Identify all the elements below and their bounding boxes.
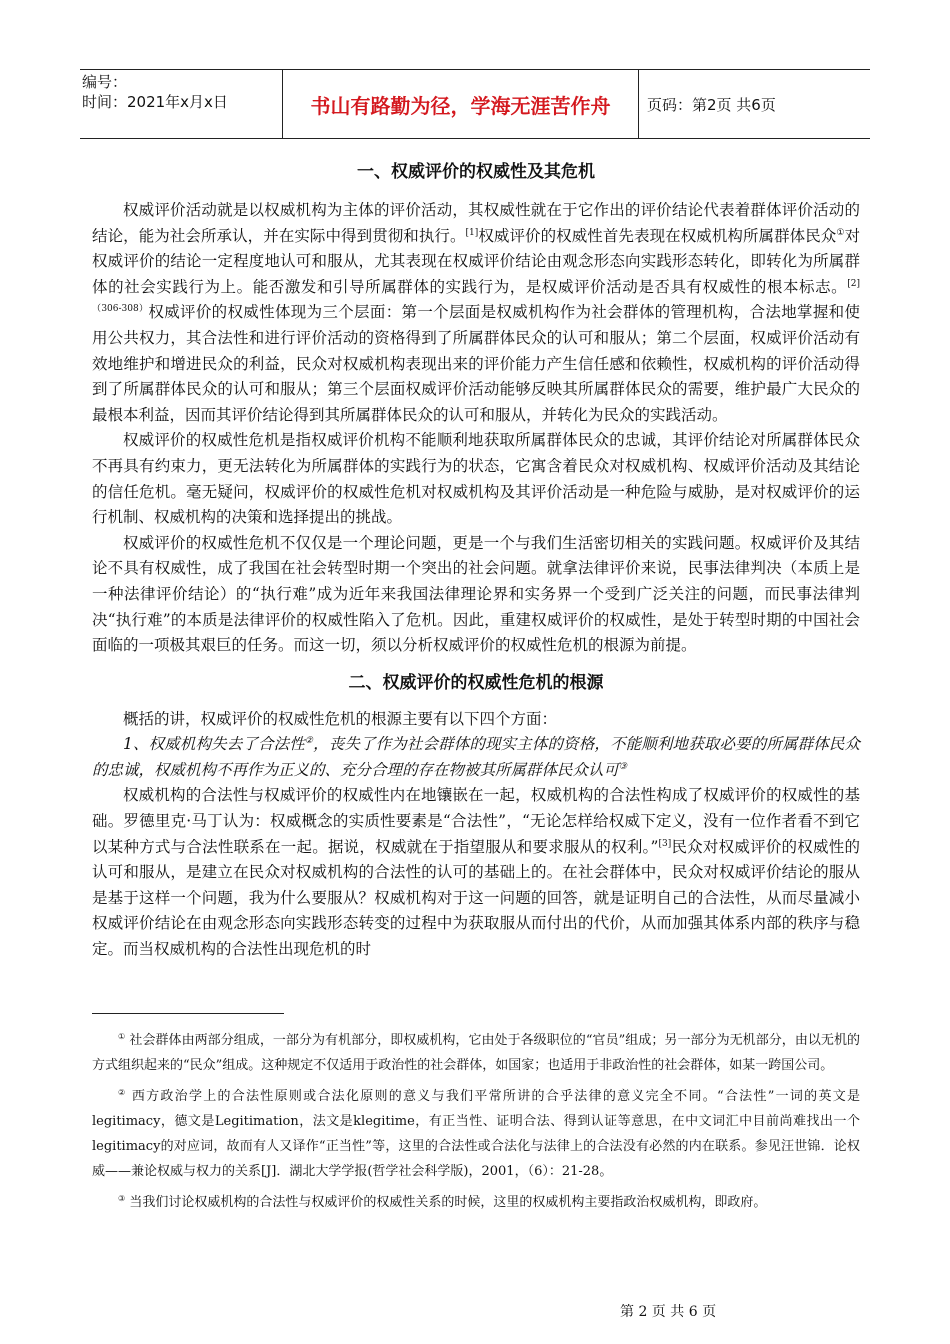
header-page-info: 页码：第2页 共6页 xyxy=(647,95,776,114)
s1-paragraph-3: 权威评价的权威性危机不仅仅是一个理论问题，更是一个与我们生活密切相关的实践问题。权威评价及其结论不具有权威性，成了我国在社会转型时期一个突出的社会问题。就拿法律评价来说，民事法律判决（本质上是一种法律评价结论）的“执行难”成为近年来我国法律理论界和实务界一个受到广泛关注的问题，而民事法律判决“执行难”的本质是法律评价的权威性陷入了危机。因此，重建权威评价的权威性，是处于转型时期的中国社会面临的一项极其艰巨的任务。而这一切，须以分析权威评价的权威性危机的根源为前提。 xyxy=(92,533,860,655)
page-header xyxy=(80,69,870,139)
time-label: 时间：2021年x月x日 xyxy=(82,93,228,111)
footnotes xyxy=(92,1028,860,1221)
main-content xyxy=(92,158,860,963)
section-2-title: 二、权威评价的权威性危机的根源 xyxy=(348,672,604,693)
footnote-2: ② 西方政治学上的合法性原则或合法化原则的意义与我们平常所讲的合乎法律的意义完全不同。“合法性”一词的英文是legitimacy，德文是Legitimation，法文是klegitime，有正当性、证明合法、得到认证等意思，在中文词汇中目前尚难找出一个legitimacy的对应词，故而有人又译作“正当性”等，这里的合法性或合法化与法律上的合法没有必然的内在联系。参见汪世锦．论权威——兼论权威与权力的关系[J]．湖北大学学报(哲学社会科学版)，2001，（6）：21-28。 xyxy=(92,1088,860,1179)
footnote-marker-2: ② xyxy=(304,736,314,747)
footnote-1: ① 社会群体由两部分组成，一部分为有机部分，即权威机构，它由处于各级职位的“官员”组成；另一部分为无机部分，由以无机的方式组织起来的“民众”组成。这种规定不仅适用于政治性的社会群体，如国家；也适用于非政治性的社会群体，如某一跨国公司。 xyxy=(92,1032,861,1073)
footnote-marker-1: ① xyxy=(836,227,845,238)
header-motto: 书山有路勤为径，学海无涯苦作舟 xyxy=(282,70,639,138)
s1-paragraph-2: 权威评价的权威性危机是指权威评价机构不能顺利地获取所属群体民众的忠诚，其评价结论对所属群体民众不再具有约束力，更无法转化为所属群体的实践行为的状态，它寓含着民众对权威机构、权威评价活动及其结论的信任危机。毫无疑问，权威评价的权威性危机对权威机构及其评价活动是一种危险与威胁，是对权威评价的运行机制、权威机构的决策和选择提出的挑战。 xyxy=(92,431,860,527)
footnote-separator xyxy=(92,1013,284,1014)
ref-2: [2]（306-308） xyxy=(92,278,860,315)
page-footer: 第 2 页 共 6 页 xyxy=(620,1304,717,1320)
section-1-title: 一、权威评价的权威性及其危机 xyxy=(357,162,595,182)
ref-1: [1] xyxy=(465,227,479,238)
number-label: 编号： xyxy=(82,73,128,91)
ref-3: [3] xyxy=(658,838,672,849)
s2-paragraph-3: 权威机构的合法性与权威评价的权威性内在地镶嵌在一起，权威机构的合法性构成了权威评价的权威性的基础。罗德里克·马丁认为：权威概念的实质性要素是“合法性”，“无论怎样给权威下定义，没有一位作者看不到它以某种方式与合法性联系在一起。据说，权威就在于指望服从和要求服从的权利。”[3]民众对权威评价的权威性的认可和服从，是建立在民众对权威机构的合法性的认可的基础上的。在社会群体中，民众对权威评价结论的服从是基于这样一个问题，我为什么要服从？权威机构对于这一问题的回答，就是证明自己的合法性，从而尽量减小权威评价结论在由观念形态向实践形态转变的过程中为获取服从而付出的代价，从而加强其体系内部的秩序与稳定。而当权威机构的合法性出现危机的时 xyxy=(92,786,860,959)
s2-paragraph-1: 概括的讲，权威评价的权威性危机的根源主要有以下四个方面： xyxy=(123,709,558,728)
footnote-3: ③ 当我们讨论权威机构的合法性与权威评价的权威性关系的时候，这里的权威机构主要指政治权威机构，即政府。 xyxy=(118,1194,767,1210)
s2-paragraph-2: 1、权威机构失去了合法性②，丧失了作为社会群体的现实主体的资格，不能顺利地获取必要的所属群体民众的忠诚，权威机构不再作为正义的、充分合理的存在物被其所属群体民众认可③ xyxy=(92,735,860,779)
s1-paragraph-1: 权威评价活动就是以权威机构为主体的评价活动，其权威性就在于它作出的评价结论代表着群体评价活动的结论，能为社会所承认，并在实际中得到贯彻和执行。[1]权威评价的权威性首先表现在权威机构所属群体民众①对权威评价的结论一定程度地认可和服从，尤其表现在权威评价结论由观念形态向实践形态转化，即转化为所属群体的社会实践行为上。能否激发和引导所属群体的实践行为，是权威评价活动是否具有权威性的根本标志。$^{[2](306-308)}$权威评价的权威性体现为三个层面：第一个层面是权威机构作为社会群体的管理机构，合法地掌握和使用公共权力，其合法性和进行评价活动的资格得到了所属群体民众的认可和服从；第二个层面，权威评价活动有效地维护和增进民众的利益，民众对权威机构表现出来的评价能力产生信任感和依赖性，权威机构的评价活动得到了所属群体民众的认可和服从；第三个层面权威评价活动能够反映其所属群体民众的需要，维护最广大民众的最根本利益，因而其评价结论得到其所属群体民众的认可和服从，并转化为民众的实践活动。 xyxy=(92,201,860,424)
footnote-marker-3: ③ xyxy=(619,761,628,772)
header-meta xyxy=(80,70,282,138)
